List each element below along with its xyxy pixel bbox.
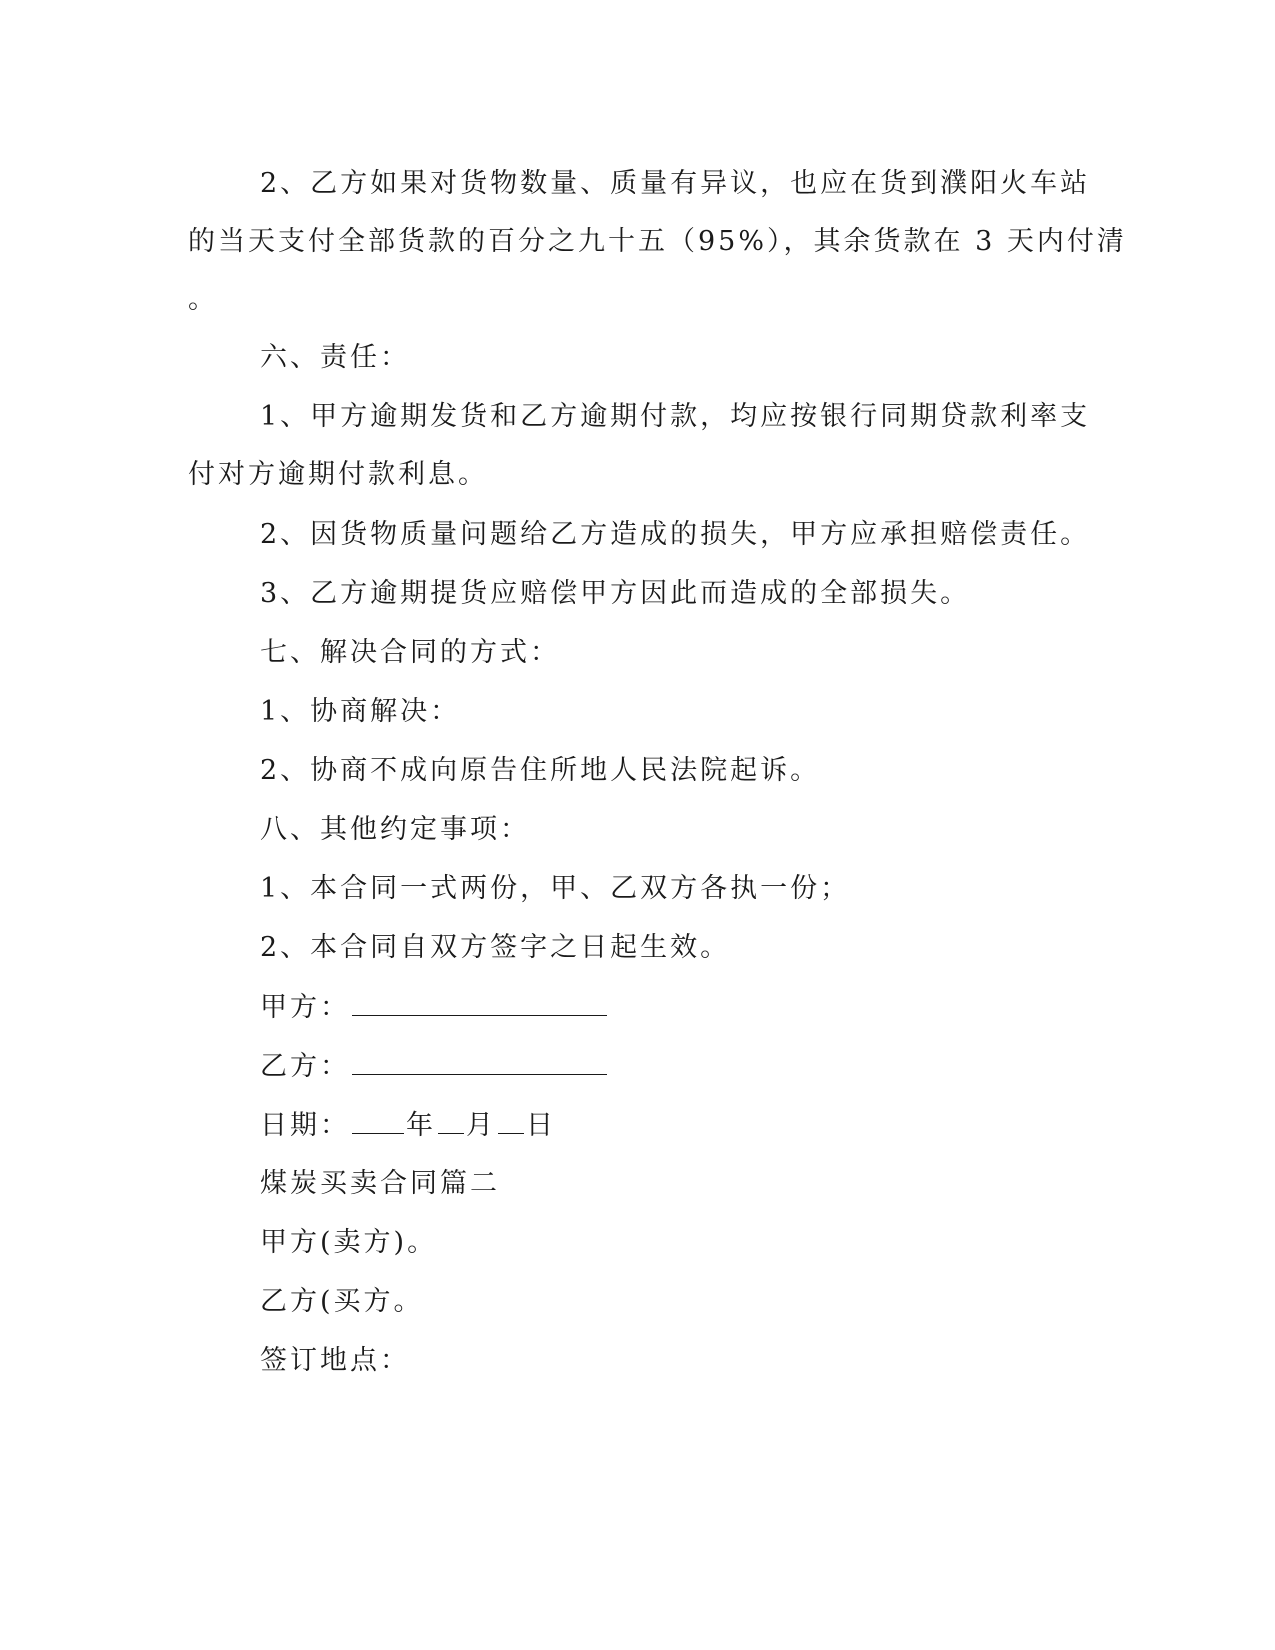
party-a-blank xyxy=(352,989,607,1016)
date-month-blank xyxy=(438,1107,464,1134)
section-title: 煤炭买卖合同篇二 xyxy=(260,1168,500,1199)
paragraph-line: 1、甲方逾期发货和乙方逾期付款，均应按银行同期贷款利率支 xyxy=(260,401,1091,432)
date-month-label: 月 xyxy=(466,1110,496,1141)
place-line: 签订地点： xyxy=(260,1345,410,1376)
paragraph-line: 2、本合同自双方签字之日起生效。 xyxy=(260,932,731,963)
buyer-line: 乙方(买方。 xyxy=(260,1286,424,1317)
seller-line: 甲方(卖方)。 xyxy=(260,1227,438,1258)
paragraph-line: 的当天支付全部货款的百分之九十五（95%），其余货款在 3 天内付清 xyxy=(188,226,1127,257)
section-heading: 六、责任： xyxy=(260,342,410,373)
section-heading: 八、其他约定事项： xyxy=(260,814,530,845)
paragraph-line: 1、本合同一式两份，甲、乙双方各执一份； xyxy=(260,873,851,904)
date-line xyxy=(260,1107,556,1144)
date-day-blank xyxy=(498,1107,524,1134)
party-b-blank xyxy=(352,1048,607,1075)
party-b-label: 乙方： xyxy=(260,1051,350,1082)
date-year-blank xyxy=(352,1107,404,1134)
paragraph-line: 付对方逾期付款利息。 xyxy=(188,459,488,490)
date-year-label: 年 xyxy=(406,1110,436,1141)
paragraph-line: 3、乙方逾期提货应赔偿甲方因此而造成的全部损失。 xyxy=(260,578,971,609)
party-a-label: 甲方： xyxy=(260,992,350,1023)
party-a-signature-line xyxy=(260,989,609,1026)
paragraph-line: 2、协商不成向原告住所地人民法院起诉。 xyxy=(260,755,821,786)
paragraph-line: 2、因货物质量问题给乙方造成的损失，甲方应承担赔偿责任。 xyxy=(260,519,1091,550)
paragraph-line: 。 xyxy=(188,284,218,315)
paragraph-line: 1、协商解决： xyxy=(260,696,461,727)
party-b-signature-line xyxy=(260,1048,609,1085)
section-heading: 七、解决合同的方式： xyxy=(260,637,560,668)
paragraph-line: 2、乙方如果对货物数量、质量有异议，也应在货到濮阳火车站 xyxy=(260,168,1091,199)
date-day-label: 日 xyxy=(526,1110,556,1141)
date-label: 日期： xyxy=(260,1110,350,1141)
